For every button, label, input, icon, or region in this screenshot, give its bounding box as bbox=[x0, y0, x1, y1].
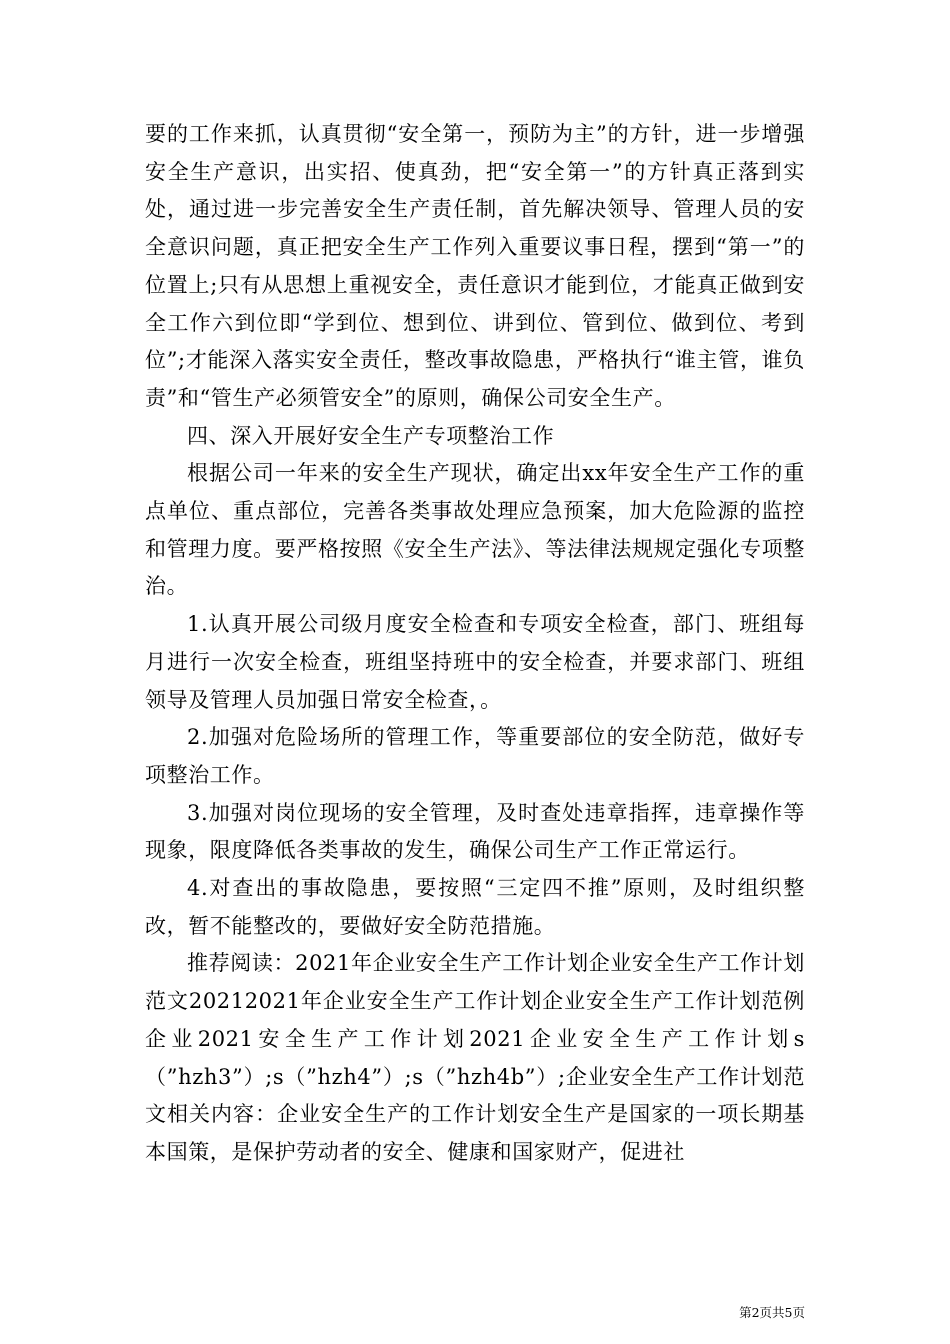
section-heading-4: 四、深入开展好安全生产专项整治工作 bbox=[187, 423, 555, 448]
document-body bbox=[145, 116, 805, 1172]
paragraph-responsibility: 要的工作来抓，认真贯彻“安全第一，预防为主”的方针，进一步增强安全生产意识，出实招、使真劲，把“安全第一”的方针真正落到实处，通过进一步完善安全生产责任制，首先解决领导、管理人员的安全意识问题，真正把安全生产工作列入重要议事日程，摆到“第一”的位置上;只有从思想上重视安全，责任意识才能到位，才能真正做到安全工作六到位即“学到位、想到位、讲到位、管到位、做到位、考到位”;才能深入落实安全责任，整改事故隐患，严格执行“谁主管，谁负责”和“管生产必须管安全”的原则，确保公司安全生产。 bbox=[145, 122, 805, 410]
recommended-reading: 推荐阅读：2021年企业安全生产工作计划企业安全生产工作计划范文20212021年企业安全生产工作计划企业安全生产工作计划范例企业2021安全生产工作计划2021企业安全生产工作计划s（”hzh3”）;s（”hzh4”）;s（”hzh4b”）;企业安全生产工作计划范文相关内容：企业安全生产的工作计划安全生产是国家的一项长期基本国策，是保护劳动者的安全、健康和国家财产，促进社 bbox=[145, 951, 805, 1164]
page-number-footer: 第2页共5页 bbox=[739, 1305, 805, 1320]
list-item-2: 2.加强对危险场所的管理工作，等重要部位的安全防范，做好专项整治工作。 bbox=[145, 725, 805, 787]
list-item-3: 3.加强对岗位现场的安全管理，及时查处违章指挥，违章操作等现象，限度降低各类事故的发生，确保公司生产工作正常运行。 bbox=[145, 800, 805, 863]
paragraph-special-rectification: 根据公司一年来的安全生产现状，确定出xx年安全生产工作的重点单位、重点部位，完善各类事故处理应急预案，加大危险源的监控和管理力度。要严格按照《安全生产法》、等法律法规规定强化专项整治。 bbox=[145, 461, 805, 599]
list-item-4: 4.对查出的事故隐患，要按照“三定四不推”原则，及时组织整改，暂不能整改的，要做好安全防范措施。 bbox=[145, 876, 805, 938]
list-item-1: 1.认真开展公司级月度安全检查和专项安全检查，部门、班组每月进行一次安全检查，班组坚持班中的安全检查，并要求部门、班组领导及管理人员加强日常安全检查，。 bbox=[145, 612, 805, 712]
